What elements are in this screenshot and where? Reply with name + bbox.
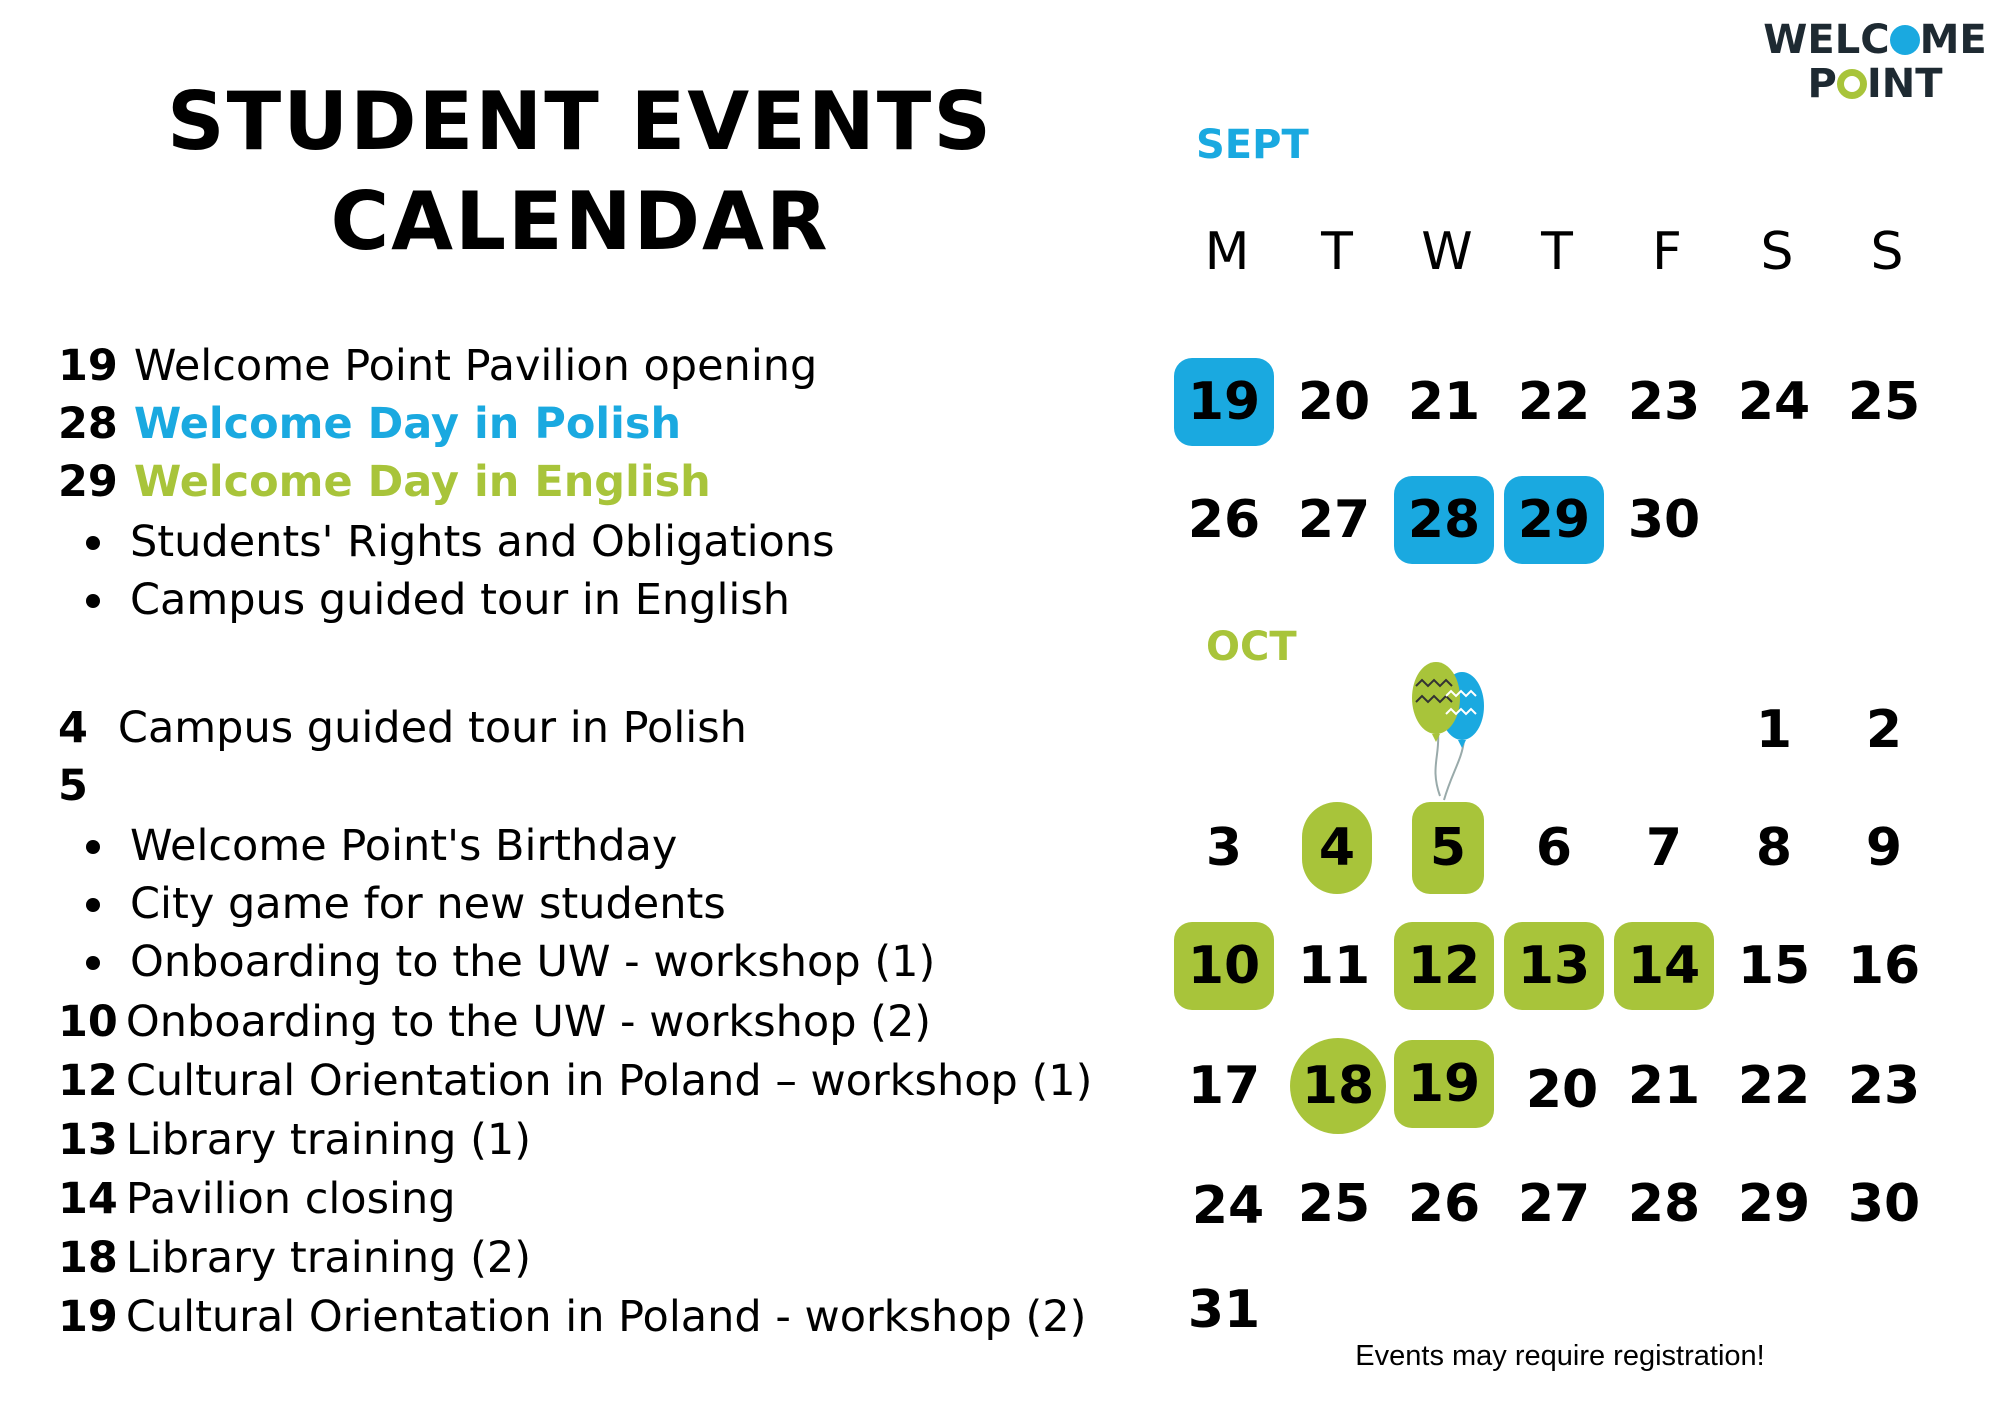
calendar-day-oct-3: 3 [1205, 818, 1243, 878]
weekday-label: T [1321, 222, 1353, 282]
page-title [0, 72, 1160, 272]
weekday-label: S [1760, 222, 1794, 282]
balloons-icon [1400, 656, 1496, 804]
event-day: 5 [58, 761, 88, 811]
calendar-day-oct-23: 23 [1847, 1056, 1921, 1116]
calendar-day-oct-9: 9 [1865, 818, 1903, 878]
calendar-day-oct-12: 12 [1394, 922, 1494, 1010]
event-day: 18 [58, 1233, 118, 1283]
event-text: Library training (1) [125, 1115, 532, 1165]
calendar-day-oct-19: 19 [1394, 1040, 1494, 1128]
event-text: Cultural Orientation in Poland – workshop (1) [125, 1056, 1093, 1106]
event-text: Library training (2) [125, 1233, 532, 1283]
calendar-day-oct-24: 24 [1191, 1176, 1265, 1236]
calendar-day-sept-23: 23 [1627, 372, 1701, 432]
event-text: Welcome Point Pavilion opening [133, 341, 818, 391]
welcome-point-logo: WELC ME P INT [1763, 17, 1987, 107]
calendar-day-oct-25: 25 [1297, 1174, 1371, 1234]
calendar-day-oct-27: 27 [1517, 1174, 1591, 1234]
calendar-day-oct-22: 22 [1737, 1056, 1811, 1116]
registration-note: Events may require registration! [1355, 1340, 1765, 1372]
calendar-day-oct-10: 10 [1174, 922, 1274, 1010]
calendar-day-oct-31: 31 [1187, 1280, 1261, 1340]
calendar-day-oct-13: 13 [1504, 922, 1604, 1010]
bullet-dot-icon [86, 536, 100, 550]
calendar-day-oct-2: 2 [1865, 700, 1903, 760]
weekday-label: T [1541, 222, 1573, 282]
event-item [58, 456, 711, 508]
event-item [58, 996, 931, 1048]
calendar-day-oct-18: 18 [1290, 1038, 1386, 1134]
bullet-item [86, 516, 834, 568]
event-item [58, 702, 747, 754]
month-label-sept: SEPT [1196, 122, 1309, 168]
bullet-text: Students' Rights and Obligations [130, 517, 835, 567]
bullet-dot-icon [86, 898, 100, 912]
bullet-text: Campus guided tour in English [130, 575, 790, 625]
month-label-oct: OCT [1206, 624, 1297, 670]
bullet-dot-icon [86, 956, 100, 970]
bullet-dot-icon [86, 594, 100, 608]
event-day: 28 [58, 399, 118, 449]
event-item [58, 340, 817, 392]
logo-o-ring-icon [1837, 69, 1867, 99]
event-item [58, 1114, 531, 1166]
calendar-day-sept-20: 20 [1297, 372, 1371, 432]
calendar-day-sept-26: 26 [1187, 490, 1261, 550]
event-text: Cultural Orientation in Poland - workshop (2) [125, 1292, 1087, 1342]
event-day: 13 [58, 1115, 118, 1165]
calendar-day-oct-30: 30 [1847, 1174, 1921, 1234]
event-text: Campus guided tour in Polish [117, 703, 747, 753]
calendar-day-oct-8: 8 [1755, 818, 1793, 878]
bullet-text: City game for new students [130, 879, 726, 929]
calendar-day-oct-28: 28 [1627, 1174, 1701, 1234]
weekday-label: S [1870, 222, 1904, 282]
event-item [58, 1173, 456, 1225]
calendar-day-sept-21: 21 [1407, 372, 1481, 432]
calendar-day-oct-20: 20 [1525, 1060, 1599, 1120]
bullet-item [86, 936, 935, 988]
title-line-2: CALENDAR [330, 175, 830, 268]
event-text: Welcome Day in English [133, 457, 711, 507]
event-text: Pavilion closing [125, 1174, 456, 1224]
event-text: Onboarding to the UW - workshop (2) [125, 997, 932, 1047]
bullet-item [86, 878, 726, 930]
event-item [58, 398, 681, 450]
bullet-dot-icon [86, 840, 100, 854]
calendar-day-oct-15: 15 [1737, 936, 1811, 996]
weekday-label: M [1204, 222, 1250, 282]
bullet-item [86, 820, 677, 872]
calendar-day-oct-4: 4 [1302, 802, 1372, 894]
event-item [58, 1055, 1092, 1107]
calendar-day-oct-14: 14 [1614, 922, 1714, 1010]
event-item [58, 1291, 1086, 1343]
title-line-1: STUDENT EVENTS [167, 75, 993, 168]
event-day: 19 [58, 1292, 118, 1342]
bullet-item [86, 574, 790, 626]
weekday-label: W [1421, 222, 1473, 282]
calendar-day-oct-7: 7 [1645, 818, 1683, 878]
logo-o-dot-icon [1890, 25, 1920, 55]
event-text: Welcome Day in Polish [133, 399, 682, 449]
weekday-label: F [1652, 222, 1682, 282]
event-day: 19 [58, 341, 118, 391]
calendar-day-sept-28: 28 [1394, 476, 1494, 564]
event-day: 29 [58, 457, 118, 507]
calendar-day-oct-21: 21 [1627, 1056, 1701, 1116]
calendar-day-oct-29: 29 [1737, 1174, 1811, 1234]
calendar-day-oct-5: 5 [1412, 802, 1484, 894]
calendar-day-oct-1: 1 [1755, 700, 1793, 760]
event-day: 14 [58, 1174, 118, 1224]
bullet-text: Welcome Point's Birthday [130, 821, 678, 871]
event-day: 10 [58, 997, 118, 1047]
event-item [58, 760, 104, 812]
event-day: 12 [58, 1056, 118, 1106]
calendar-day-oct-11: 11 [1297, 936, 1371, 996]
calendar-day-sept-19: 19 [1174, 358, 1274, 446]
calendar-day-sept-25: 25 [1847, 372, 1921, 432]
calendar-day-oct-26: 26 [1407, 1174, 1481, 1234]
bullet-text: Onboarding to the UW - workshop (1) [130, 937, 936, 987]
calendar-day-sept-24: 24 [1737, 372, 1811, 432]
calendar-day-oct-16: 16 [1847, 936, 1921, 996]
calendar-day-sept-30: 30 [1627, 490, 1701, 550]
event-day: 4 [58, 703, 88, 753]
calendar-day-oct-6: 6 [1535, 818, 1573, 878]
calendar-day-sept-27: 27 [1297, 490, 1371, 550]
calendar-day-oct-17: 17 [1187, 1056, 1261, 1116]
event-item [58, 1232, 531, 1284]
calendar-day-sept-22: 22 [1517, 372, 1591, 432]
calendar-day-sept-29: 29 [1504, 476, 1604, 564]
